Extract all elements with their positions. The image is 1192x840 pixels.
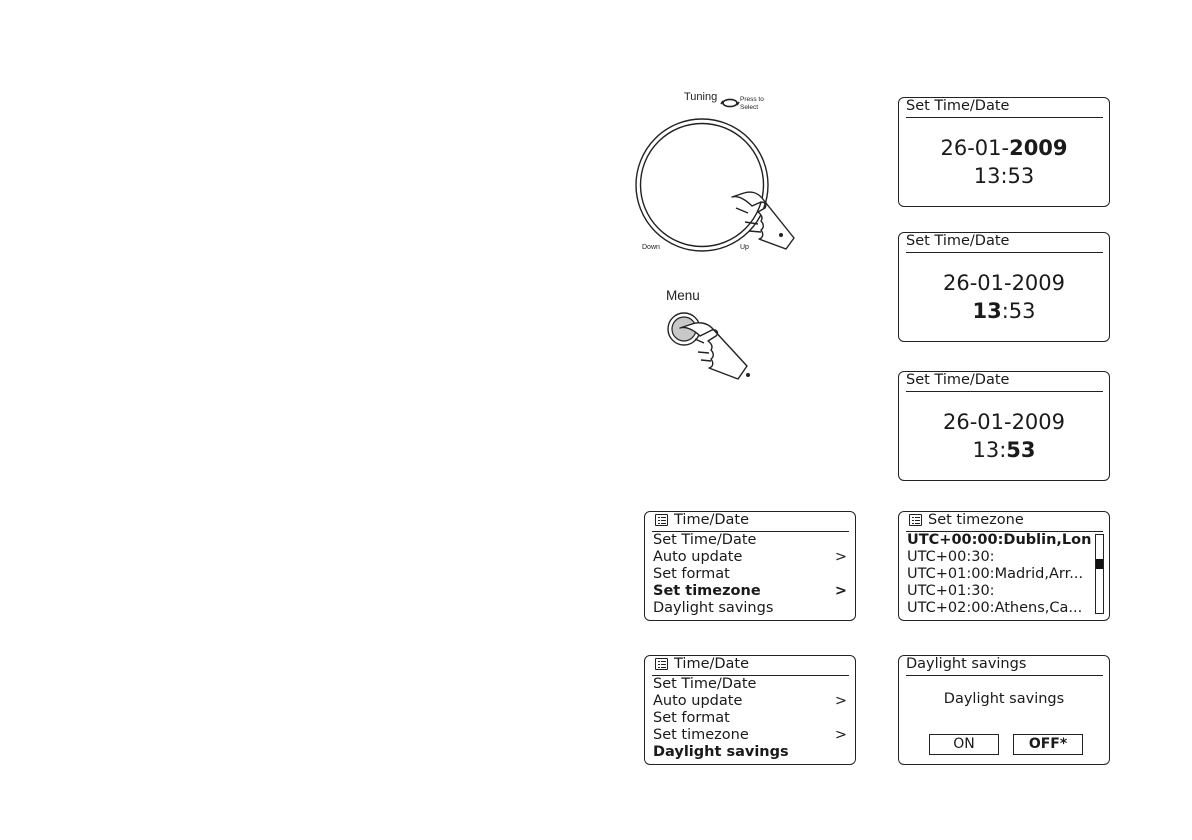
lcd-screen-daylight-savings [898, 655, 1110, 765]
on-option: ON [929, 734, 999, 755]
menu-list-icon [655, 658, 668, 670]
menu-button-illustration [640, 286, 780, 391]
screen-header [652, 656, 849, 676]
pointing-hand-icon [732, 192, 794, 249]
date-value: 26-01-2009 [942, 271, 1066, 295]
lcd-screen-set-time-minute [898, 371, 1110, 481]
submenu-arrow-icon: > [834, 549, 847, 565]
down-label: Down [642, 244, 660, 251]
list-item: Set format [653, 566, 730, 582]
submenu-arrow-icon: > [834, 727, 847, 743]
screen-header [906, 98, 1103, 118]
scrollbar-thumb [1096, 559, 1103, 569]
lcd-screen-set-timezone [898, 511, 1110, 621]
scrollbar [1095, 534, 1104, 614]
list-item-selected: Set timezone > [653, 583, 847, 599]
lcd-screen-time-date-menu [644, 655, 856, 765]
rotate-press-icon [721, 99, 739, 106]
press-to-select-label-2: Select [740, 104, 759, 111]
screen-title: Set Time/Date [906, 372, 1010, 388]
list-item: UTC+01:30: [907, 583, 995, 599]
minute-selected: 53 [1006, 438, 1036, 462]
screen-header [906, 233, 1103, 253]
list-item: Set timezone > [653, 727, 847, 743]
list-item-selected: UTC+00:00:Dublin,Lon [907, 532, 1092, 548]
list-item: Auto update > [653, 549, 847, 565]
menu-label: Menu [666, 288, 700, 303]
lcd-screen-time-date-menu [644, 511, 856, 621]
submenu-arrow-icon: > [834, 693, 847, 709]
tuning-knob-drawing [620, 86, 830, 261]
list-item: UTC+01:00:Madrid,Arr... [907, 566, 1084, 582]
timezone-list [907, 532, 1093, 617]
screen-title: Set Time/Date [906, 98, 1010, 114]
lcd-screen-set-time-hour [898, 232, 1110, 342]
list-item: Auto update > [653, 693, 847, 709]
menu-list [653, 532, 847, 617]
screen-title: Time/Date [674, 656, 750, 672]
time-value: 13:53 [972, 299, 1036, 323]
tuning-knob [636, 119, 768, 251]
list-item-selected: Daylight savings [653, 744, 789, 760]
screen-header [652, 512, 849, 532]
screen-header [906, 512, 1103, 532]
date-value: 26-01-2009 [942, 410, 1066, 434]
daylight-savings-message: Daylight savings [943, 691, 1065, 707]
screen-title: Set timezone [928, 512, 1024, 528]
press-to-select-label-1: Press to [740, 96, 764, 103]
off-option-selected: OFF* [1013, 734, 1083, 755]
date-value: 26-01-2009 [940, 136, 1068, 160]
submenu-arrow-icon: > [834, 583, 847, 599]
time-value: 13:53 [972, 438, 1036, 462]
screen-title: Time/Date [674, 512, 750, 528]
list-item: Daylight savings [653, 600, 774, 616]
list-item: UTC+00:30: [907, 549, 995, 565]
list-item: UTC+02:00:Athens,Ca... [907, 600, 1083, 616]
up-label: Up [740, 244, 749, 251]
tuning-knob-illustration [620, 86, 830, 261]
menu-list-icon [655, 514, 668, 526]
screen-title: Daylight savings [906, 656, 1027, 672]
lcd-screen-set-date-year [898, 97, 1110, 207]
screen-header [906, 372, 1103, 392]
tuning-label: Tuning [684, 91, 718, 103]
menu-list [653, 676, 847, 761]
screen-header [906, 656, 1103, 676]
menu-list-icon [909, 514, 922, 526]
hour-selected: 13 [972, 299, 1002, 323]
list-item: Set Time/Date [653, 532, 757, 548]
list-item: Set Time/Date [653, 676, 757, 692]
time-value: 13:53 [973, 164, 1035, 188]
year-selected: 2009 [1009, 136, 1068, 160]
list-item: Set format [653, 710, 730, 726]
screen-title: Set Time/Date [906, 233, 1010, 249]
